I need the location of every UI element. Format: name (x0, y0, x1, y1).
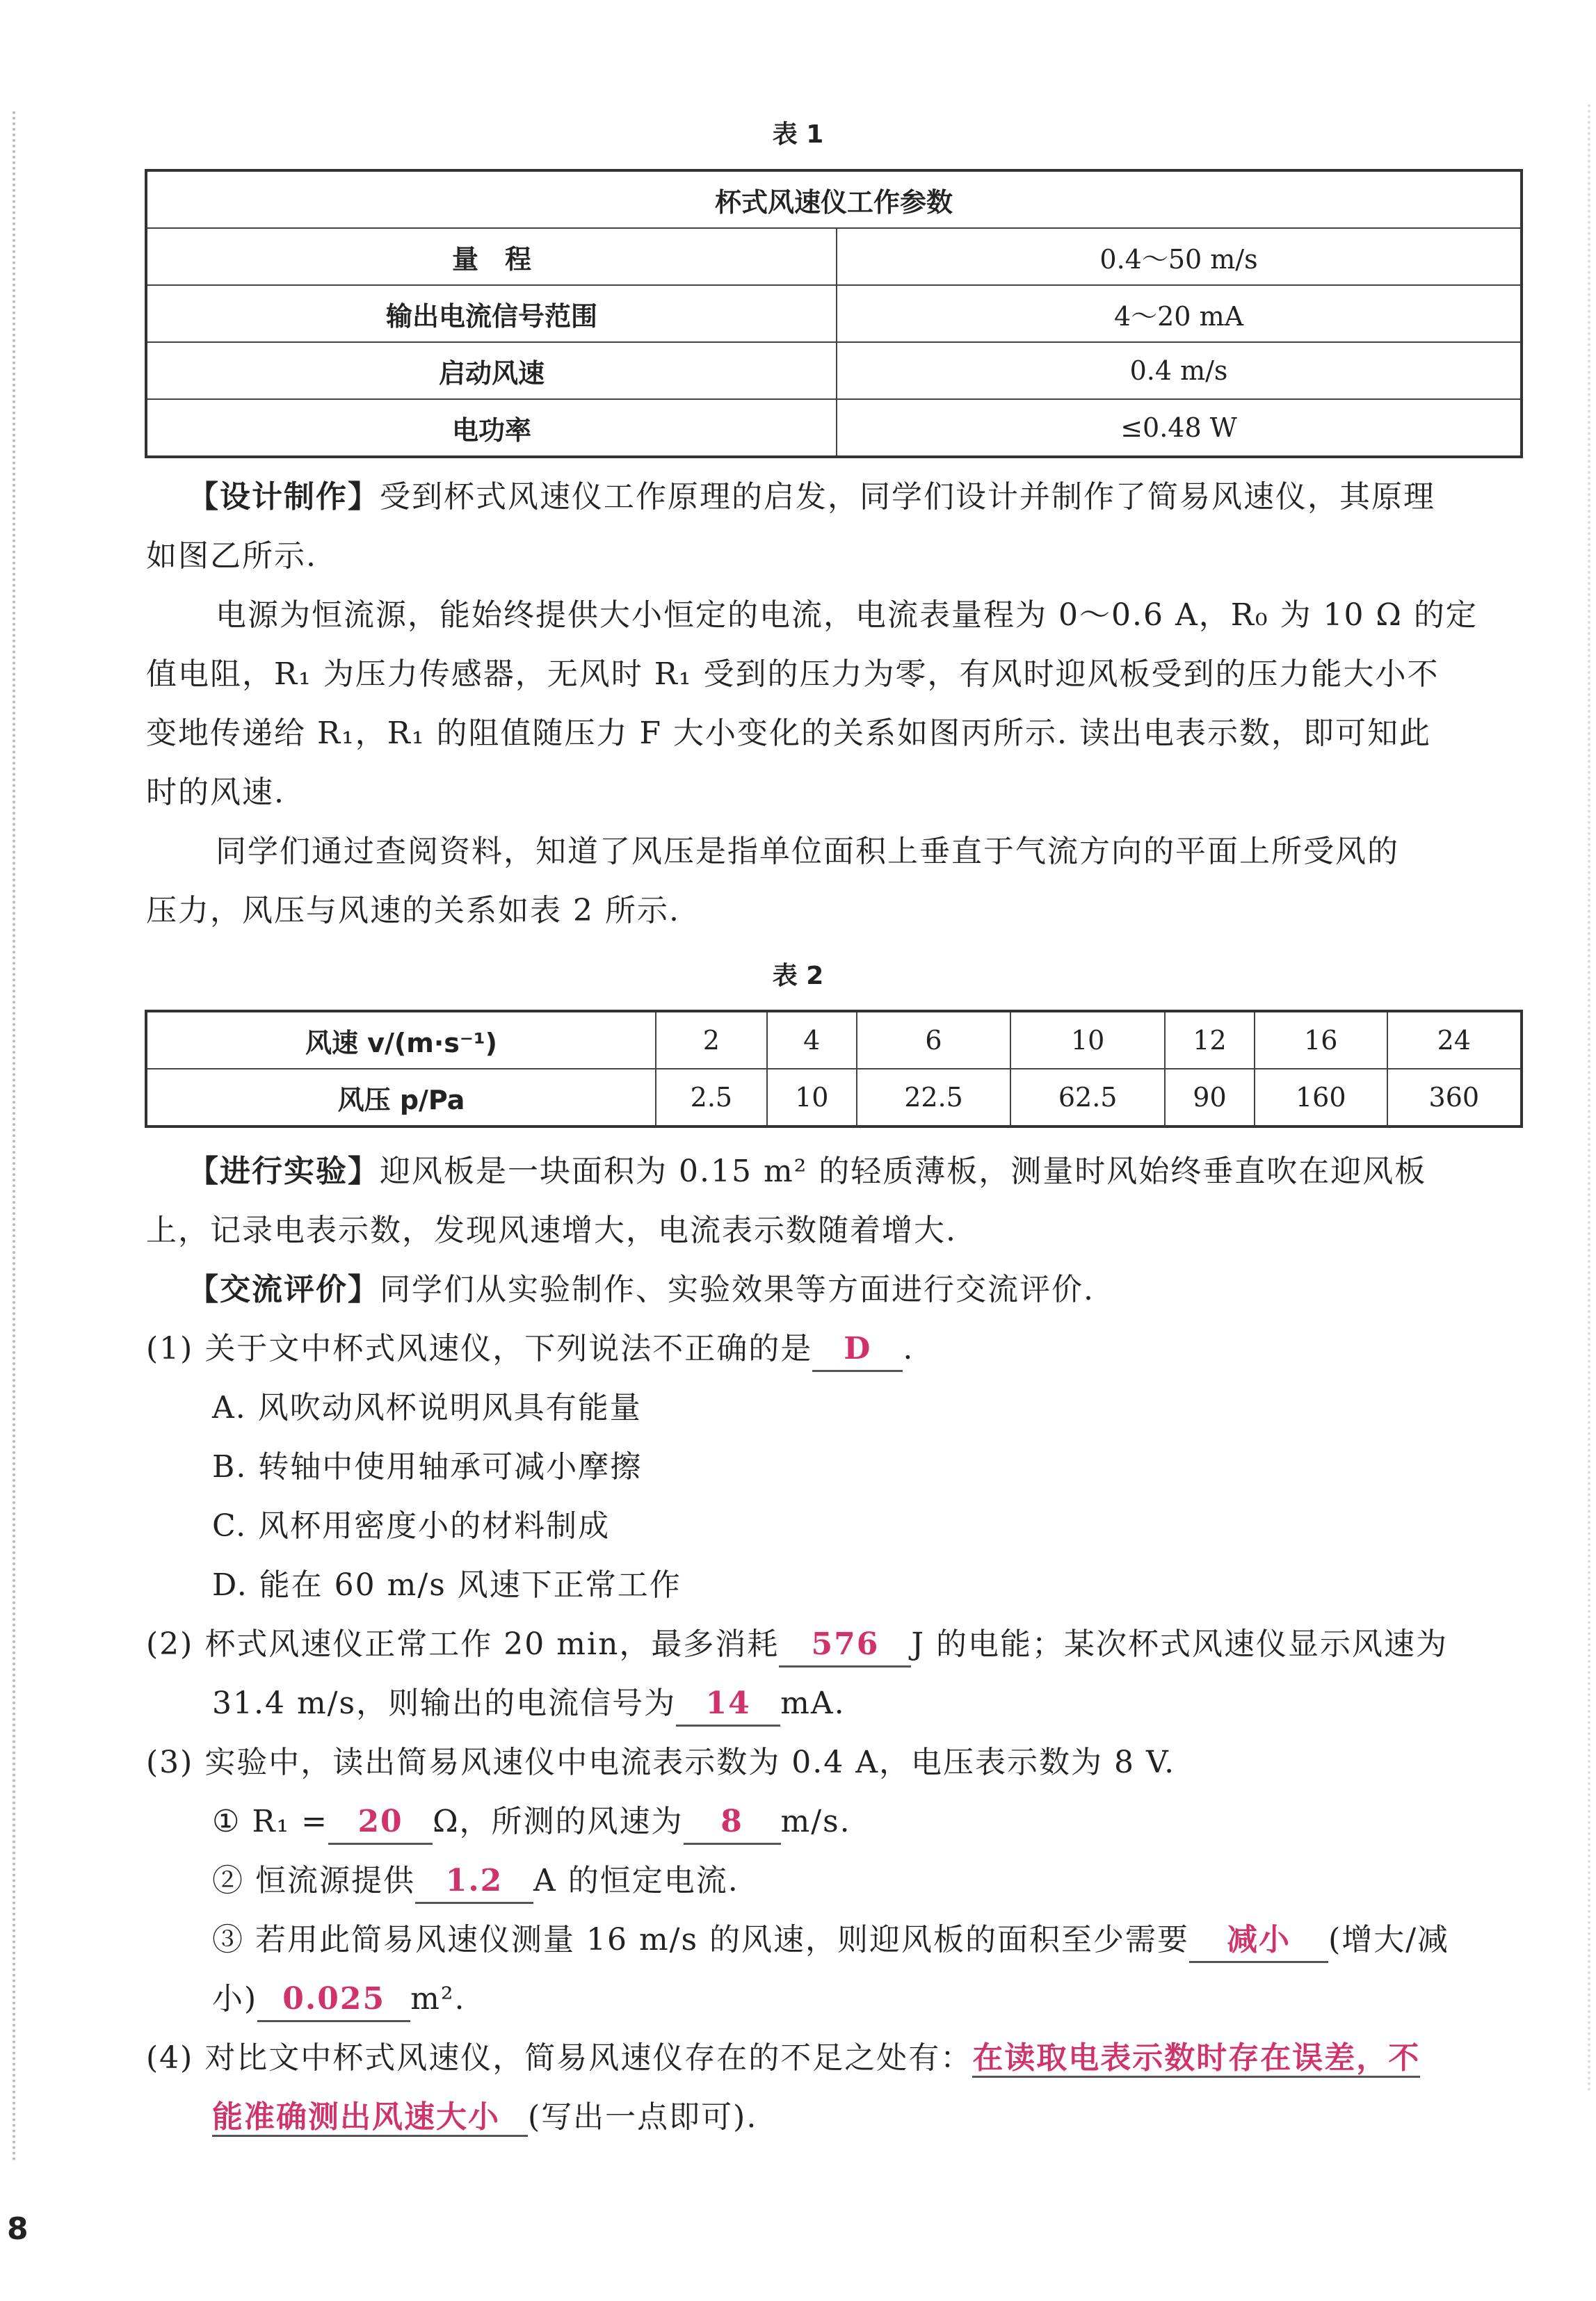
q4-answer-part-1: 在读取电表示数时存在误差，不 (972, 2040, 1420, 2078)
q1-option-a: A. 风吹动风杯说明风具有能量 (212, 1390, 642, 1426)
q1-stem: (1) 关于文中杯式风速仪，下列说法不正确的是 (146, 1331, 813, 1366)
design-line-1 (188, 476, 1435, 518)
evaluation-tag: 【交流评价】 (188, 1272, 380, 1307)
q3-s2-pre: ② 恒流源提供 (212, 1863, 415, 1898)
q2-line-2 (212, 1683, 846, 1727)
table-row (146, 399, 1522, 457)
table-row (146, 342, 1522, 399)
q3-s3-answer-2: 0.025 (257, 1978, 410, 2022)
table1-caption: 表 1 (772, 120, 824, 149)
table2-cell: 6 (857, 1011, 1011, 1069)
table2-cell: 10 (1010, 1011, 1165, 1069)
table2-speed-label: 风速 v/(m·s⁻¹) (146, 1011, 656, 1069)
q1-answer: D (812, 1328, 903, 1372)
table1-header-row (146, 170, 1522, 228)
design-text-1: 受到杯式风速仪工作原理的启发，同学们设计并制作了简易风速仪，其原理 (380, 479, 1435, 515)
q4-pre: (4) 对比文中杯式风速仪，简易风速仪存在的不足之处有： (146, 2040, 973, 2076)
design-p2-line-4: 时的风速. (146, 775, 285, 810)
design-line-2: 如图乙所示. (146, 538, 317, 574)
table1-header: 杯式风速仪工作参数 (146, 170, 1522, 228)
table2-cell: 10 (767, 1069, 857, 1127)
q3-s1-end: m/s. (780, 1804, 851, 1839)
experiment-text-1: 迎风板是一块面积为 0.15 m² 的轻质薄板，测量时风始终垂直吹在迎风板 (380, 1154, 1427, 1189)
q3-s1-answer-1: 20 (328, 1801, 433, 1845)
q4-answer-part-2: 能准确测出风速大小 (212, 2099, 528, 2137)
table-row (146, 285, 1522, 342)
q1-option-b: B. 转轴中使用轴承可减小摩擦 (212, 1449, 643, 1485)
q3-sub1 (212, 1801, 851, 1845)
table1-value: 0.4 m/s (837, 342, 1522, 399)
table1-value: ≤0.48 W (837, 399, 1522, 457)
page-number: 8 (7, 2211, 29, 2247)
design-p2-line-2: 值电阻，R₁ 为压力传感器，无风时 R₁ 受到的压力为零，有风时迎风板受到的压力能大小不 (146, 656, 1440, 692)
q3-sub3-line-2 (212, 1978, 466, 2022)
table-row (146, 1011, 1522, 1069)
table1-label: 启动风速 (146, 342, 837, 399)
table2-cell: 2 (656, 1011, 767, 1069)
q3-s1-pre: ① R₁ = (212, 1804, 329, 1839)
q3-s1-mid: Ω，所测的风速为 (433, 1804, 684, 1839)
q3-s2-answer: 1.2 (415, 1860, 533, 1904)
experiment-tag: 【进行实验】 (188, 1154, 380, 1189)
table2-cell: 160 (1255, 1069, 1387, 1127)
design-p3-line-1: 同学们通过查阅资料，知道了风压是指单位面积上垂直于气流方向的平面上所受风的 (216, 834, 1399, 869)
q1-option-c: C. 风杯用密度小的材料制成 (212, 1508, 611, 1544)
table2-cell: 24 (1387, 1011, 1522, 1069)
table2-cell: 62.5 (1010, 1069, 1165, 1127)
table-row (146, 1069, 1522, 1127)
table2 (145, 1010, 1523, 1128)
q3-s3-pre: ③ 若用此简易风速仪测量 16 m/s 的风速，则迎风板的面积至少需要 (212, 1922, 1190, 1957)
q4-line-2 (212, 2097, 757, 2138)
design-p3-line-2: 压力，风压与风速的关系如表 2 所示. (146, 893, 680, 928)
q3-s1-answer-2: 8 (684, 1801, 781, 1845)
table2-cell: 4 (767, 1011, 857, 1069)
table2-cell: 90 (1165, 1069, 1255, 1127)
evaluation-line (188, 1269, 1095, 1311)
binding-edge (13, 111, 15, 2163)
table1-label: 输出电流信号范围 (146, 285, 837, 342)
q2-answer-2: 14 (676, 1683, 780, 1727)
table1-value: 4～20 mA (837, 285, 1522, 342)
experiment-line-2: 上，记录电表示数，发现风速增大，电流表示数随着增大. (146, 1213, 957, 1248)
q2-line-1 (146, 1624, 1448, 1668)
q2-mid: J 的电能；某次杯式风速仪显示风速为 (911, 1626, 1449, 1662)
q1-option-d: D. 能在 60 m/s 风速下正常工作 (212, 1567, 682, 1603)
q4-line-1 (146, 2037, 1420, 2079)
q3-sub2 (212, 1860, 739, 1904)
q3-s3-line2-pre: 小) (212, 1981, 258, 2017)
table2-cell: 16 (1255, 1011, 1387, 1069)
table2-pressure-label: 风压 p/Pa (146, 1069, 656, 1127)
evaluation-text: 同学们从实验制作、实验效果等方面进行交流评价. (380, 1272, 1095, 1307)
table2-cell: 22.5 (857, 1069, 1011, 1127)
q3-sub3 (212, 1919, 1449, 1963)
q1-stem-line (146, 1328, 914, 1372)
table1 (145, 169, 1523, 458)
design-p2-line-1: 电源为恒流源，能始终提供大小恒定的电流，电流表量程为 0～0.6 A，R₀ 为 10 Ω 的定 (216, 597, 1478, 633)
q4-end: (写出一点即可). (528, 2099, 758, 2135)
q2-pre: (2) 杯式风速仪正常工作 20 min，最多消耗 (146, 1626, 780, 1662)
table2-cell: 360 (1387, 1069, 1522, 1127)
q2-line2-pre: 31.4 m/s，则输出的电流信号为 (212, 1686, 677, 1721)
table-row (146, 228, 1522, 285)
table1-value: 0.4～50 m/s (837, 228, 1522, 285)
q2-answer-1: 576 (779, 1624, 911, 1668)
q3-stem: (3) 实验中，读出简易风速仪中电流表示数为 0.4 A，电压表示数为 8 V. (146, 1745, 1176, 1780)
q3-s3-end: (增大/减 (1328, 1922, 1450, 1957)
table2-cell: 12 (1165, 1011, 1255, 1069)
table2-cell: 2.5 (656, 1069, 767, 1127)
q2-line2-end: mA. (780, 1686, 846, 1721)
q3-s2-end: A 的恒定电流. (533, 1863, 739, 1898)
design-p2-line-3: 变地传递给 R₁，R₁ 的阻值随压力 F 大小变化的关系如图丙所示. 读出电表示数，即可知此 (146, 716, 1431, 751)
table1-label: 量 程 (146, 228, 837, 285)
right-edge (1588, 104, 1590, 2093)
q3-s3-answer-1: 减小 (1189, 1919, 1328, 1963)
table1-label: 电功率 (146, 399, 837, 457)
q1-end: . (903, 1331, 914, 1366)
table2-caption: 表 2 (772, 962, 824, 990)
experiment-line-1 (188, 1151, 1426, 1193)
design-tag: 【设计制作】 (188, 479, 380, 515)
q3-s3-line2-end: m². (410, 1981, 466, 2017)
